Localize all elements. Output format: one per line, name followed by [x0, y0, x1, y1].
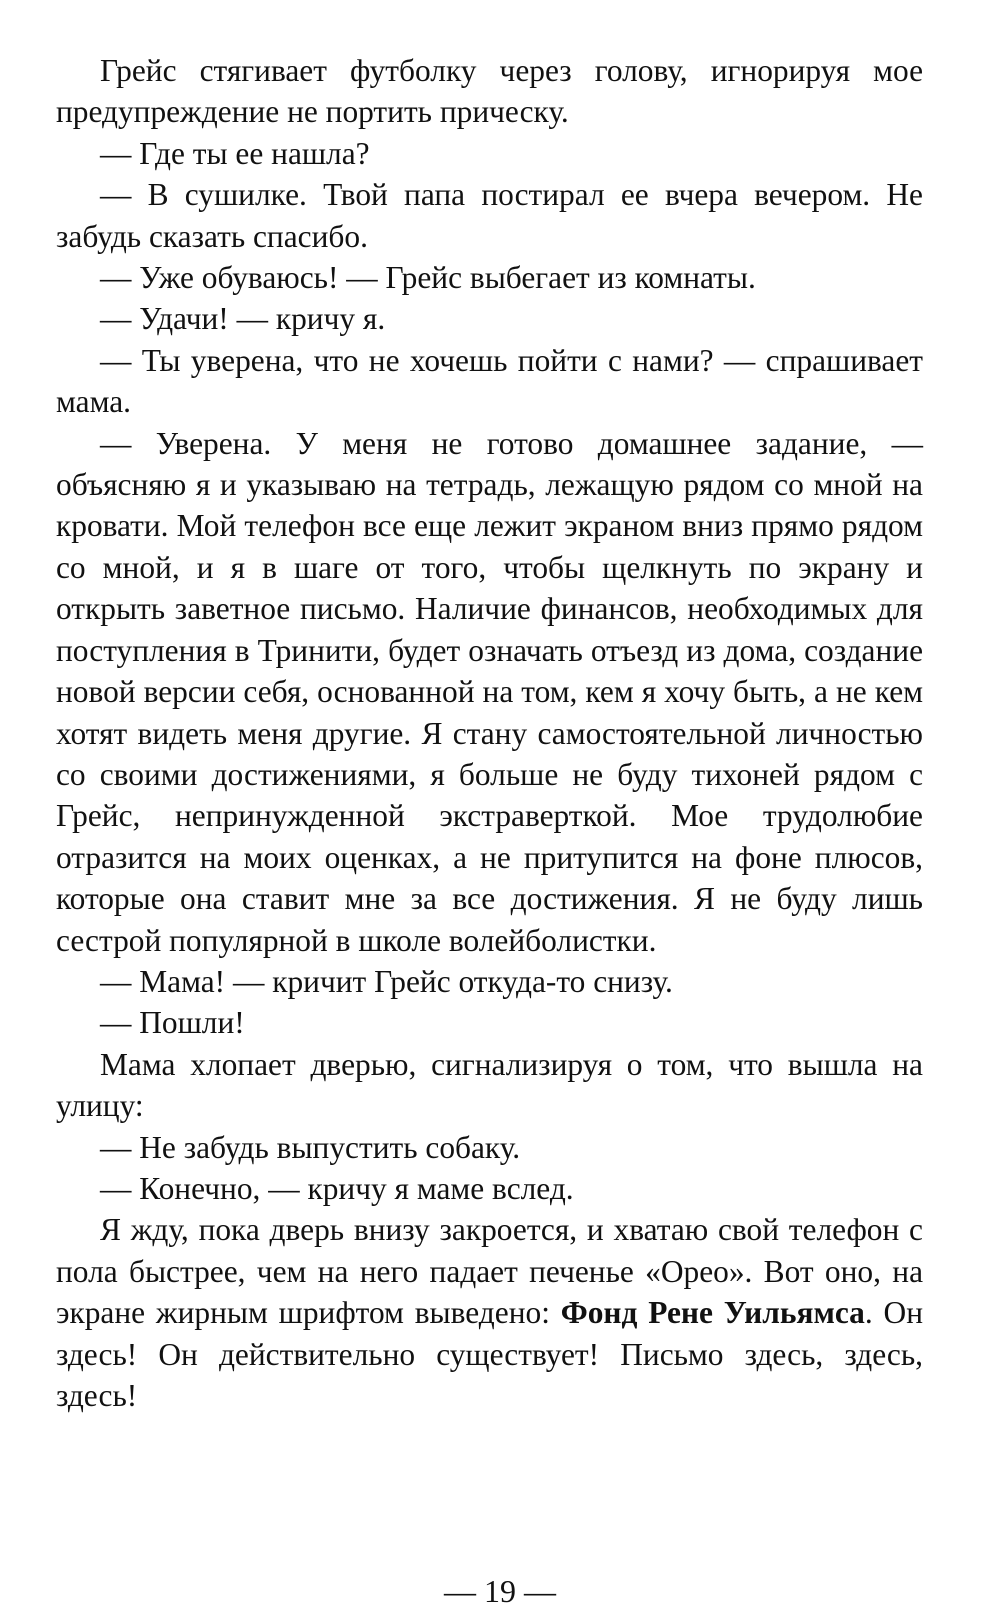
- final-paragraph: [56, 1209, 923, 1416]
- dialogue-line: — Конечно, — кричу я маме вслед.: [100, 1170, 574, 1206]
- book-page-text: [56, 50, 923, 1416]
- dialogue-paragraph: — Уверена. У меня не готово домашнее задание, — объясняю я и указываю на тетрадь, лежащую рядом со мной на кровати. Мой телефон все еще лежит экраном вниз прямо рядом со мной, и я в шаге от того, чтобы щелкнуть по экрану и открыть заветное письмо. Наличие финансов, необходимых для поступления в Тринити, будет означать отъезд из дома, создание новой версии себя, основанной на том, кем я хочу быть, а не кем хотят видеть меня другие. Я стану самостоятельной личностью со своими достижениями, я больше не буду тихоней рядом с Грейс, непринужденной экстраверткой. Мое трудолюбие отразится на моих оценках, а не притупится на фоне плюсов, которые она ставит мне за все достижения. Я не буду лишь сестрой популярной в школе волейболистки.: [56, 425, 923, 958]
- paragraph: Мама хлопает дверью, сигнализируя о том, что вышла на улицу:: [56, 1046, 923, 1124]
- dialogue-line: — Пошли!: [100, 1005, 245, 1041]
- paragraph: Грейс стягивает футболку через голову, игнорируя мое предупреждение не портить прическу.: [56, 53, 923, 130]
- page-number: — 19 —: [444, 1573, 556, 1609]
- final-paragraph-text-end: . Он здесь! Он действительно существует! Письмо здесь, здесь, здесь!: [56, 1295, 923, 1413]
- final-paragraph-text-start: Я жду, пока дверь внизу закроется, и хватаю свой телефон с пола быстрее, чем на него падает печенье «Орео». Вот оно, на экране жирным шрифтом выведено:: [56, 1212, 923, 1331]
- dialogue-line: — Не забудь выпустить собаку.: [100, 1129, 521, 1165]
- dialogue-line: — Удачи! — кричу я.: [100, 301, 386, 337]
- dialogue-line: — Где ты ее нашла?: [100, 135, 370, 171]
- dialogue-line: — В сушилке. Твой папа постирал ее вчера вечером. Не забудь сказать спасибо.: [56, 177, 923, 254]
- dialogue-line: — Уже обуваюсь! — Грейс выбегает из комнаты.: [100, 260, 756, 296]
- foundation-name-bold: Фонд Рене Уильямса: [560, 1295, 865, 1331]
- dialogue-line: — Мама! — кричит Грейс откуда-то снизу.: [100, 963, 673, 999]
- dialogue-line: — Ты уверена, что не хочешь пойти с нами? — спрашивает мама.: [56, 342, 923, 420]
